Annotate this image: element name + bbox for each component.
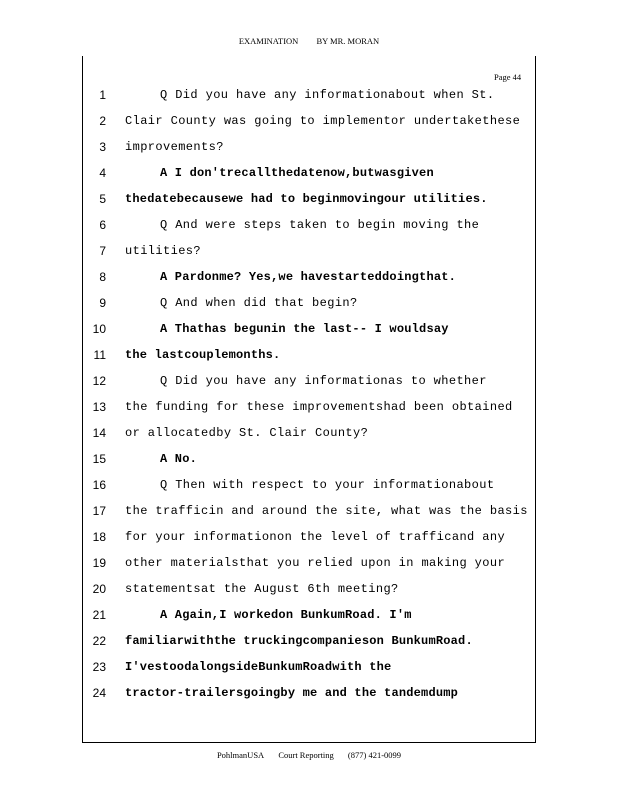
line-text: Q And were steps taken to begin moving the xyxy=(160,218,480,232)
page-footer xyxy=(0,750,618,760)
line-text: I'vestoodalongsideBunkumRoadwith the xyxy=(125,660,392,674)
header-examination: EXAMINATION xyxy=(238,36,299,46)
line-text: thedatebecausewe had to beginmovingour utilities. xyxy=(125,192,488,206)
line-text: the funding for these improvementshad been obtained xyxy=(125,400,513,414)
line-text: tractor-trailersgoingby me and the tandemdump xyxy=(125,686,459,700)
page-header xyxy=(0,36,618,46)
line-number: 1 xyxy=(99,88,106,102)
transcript-line xyxy=(0,400,618,426)
line-number: 21 xyxy=(92,608,106,622)
transcript-line xyxy=(0,478,618,504)
transcript-line xyxy=(0,218,618,244)
line-number: 11 xyxy=(93,348,106,362)
line-text: Q Did you have any informationabout when St. xyxy=(160,88,495,102)
line-number: 3 xyxy=(99,140,106,154)
transcript-line xyxy=(0,88,618,114)
line-text: A I don'trecallthedatenow,butwasgiven xyxy=(160,166,434,180)
line-text: for your informationon the level of trafficand any xyxy=(125,530,506,544)
line-text: the trafficin and around the site, what was the basis xyxy=(125,504,528,518)
line-text: statementsat the August 6th meeting? xyxy=(125,582,399,596)
line-number: 8 xyxy=(99,270,106,284)
transcript-line xyxy=(0,192,618,218)
line-text: A Pardonme? Yes,we havestarteddoingthat. xyxy=(160,270,457,284)
line-number: 7 xyxy=(99,244,106,258)
line-text: A Again,I workedon BunkumRoad. I'm xyxy=(160,608,412,622)
line-number: 16 xyxy=(92,478,106,492)
line-number: 22 xyxy=(92,634,106,648)
transcript-line xyxy=(0,244,618,270)
footer-company: PohlmanUSA xyxy=(216,750,265,760)
transcript-line xyxy=(0,686,618,712)
line-text: Q Did you have any informationas to whether xyxy=(160,374,487,388)
transcript-line xyxy=(0,608,618,634)
line-text: familiarwiththe truckingcompanieson BunkumRoad. xyxy=(125,634,473,648)
transcript-line xyxy=(0,140,618,166)
transcript-line xyxy=(0,504,618,530)
line-text: or allocatedby St. Clair County? xyxy=(125,426,369,440)
transcript-line xyxy=(0,582,618,608)
transcript-line xyxy=(0,452,618,478)
transcript-line xyxy=(0,426,618,452)
transcript-line xyxy=(0,530,618,556)
line-text: utilities? xyxy=(125,244,202,258)
transcript-line xyxy=(0,114,618,140)
page-number: Page 44 xyxy=(494,72,522,82)
header-examiner: BY MR. MORAN xyxy=(316,36,380,46)
line-number: 18 xyxy=(92,530,106,544)
line-number: 4 xyxy=(99,166,106,180)
line-text: Clair County was going to implementor undertakethese xyxy=(125,114,521,128)
transcript-line xyxy=(0,660,618,686)
line-text: A Thathas begunin the last-- I wouldsay xyxy=(160,322,449,336)
line-number: 24 xyxy=(92,686,106,700)
line-text: other materialsthat you relied upon in making your xyxy=(125,556,506,570)
transcript-line xyxy=(0,322,618,348)
transcript-line xyxy=(0,556,618,582)
line-text: Q And when did that begin? xyxy=(160,296,358,310)
line-number: 19 xyxy=(92,556,106,570)
line-text: A No. xyxy=(160,452,198,466)
transcript-line xyxy=(0,270,618,296)
transcript-line xyxy=(0,374,618,400)
line-text: the lastcouplemonths. xyxy=(125,348,281,362)
line-number: 23 xyxy=(92,660,106,674)
line-number: 15 xyxy=(92,452,106,466)
line-number: 17 xyxy=(92,504,106,518)
line-number: 12 xyxy=(92,374,106,388)
line-number: 2 xyxy=(99,114,106,128)
transcript-line xyxy=(0,348,618,374)
footer-service: Court Reporting xyxy=(278,750,334,760)
line-text: improvements? xyxy=(125,140,224,154)
line-number: 14 xyxy=(92,426,106,440)
line-number: 13 xyxy=(92,400,106,414)
line-number: 5 xyxy=(99,192,106,206)
line-number: 20 xyxy=(92,582,106,596)
transcript-line xyxy=(0,296,618,322)
line-number: 9 xyxy=(99,296,106,310)
footer-phone: (877) 421-0099 xyxy=(347,750,402,760)
line-text: Q Then with respect to your informationabout xyxy=(160,478,495,492)
transcript-line xyxy=(0,166,618,192)
transcript-line xyxy=(0,634,618,660)
line-number: 6 xyxy=(99,218,106,232)
line-number: 10 xyxy=(92,322,106,336)
